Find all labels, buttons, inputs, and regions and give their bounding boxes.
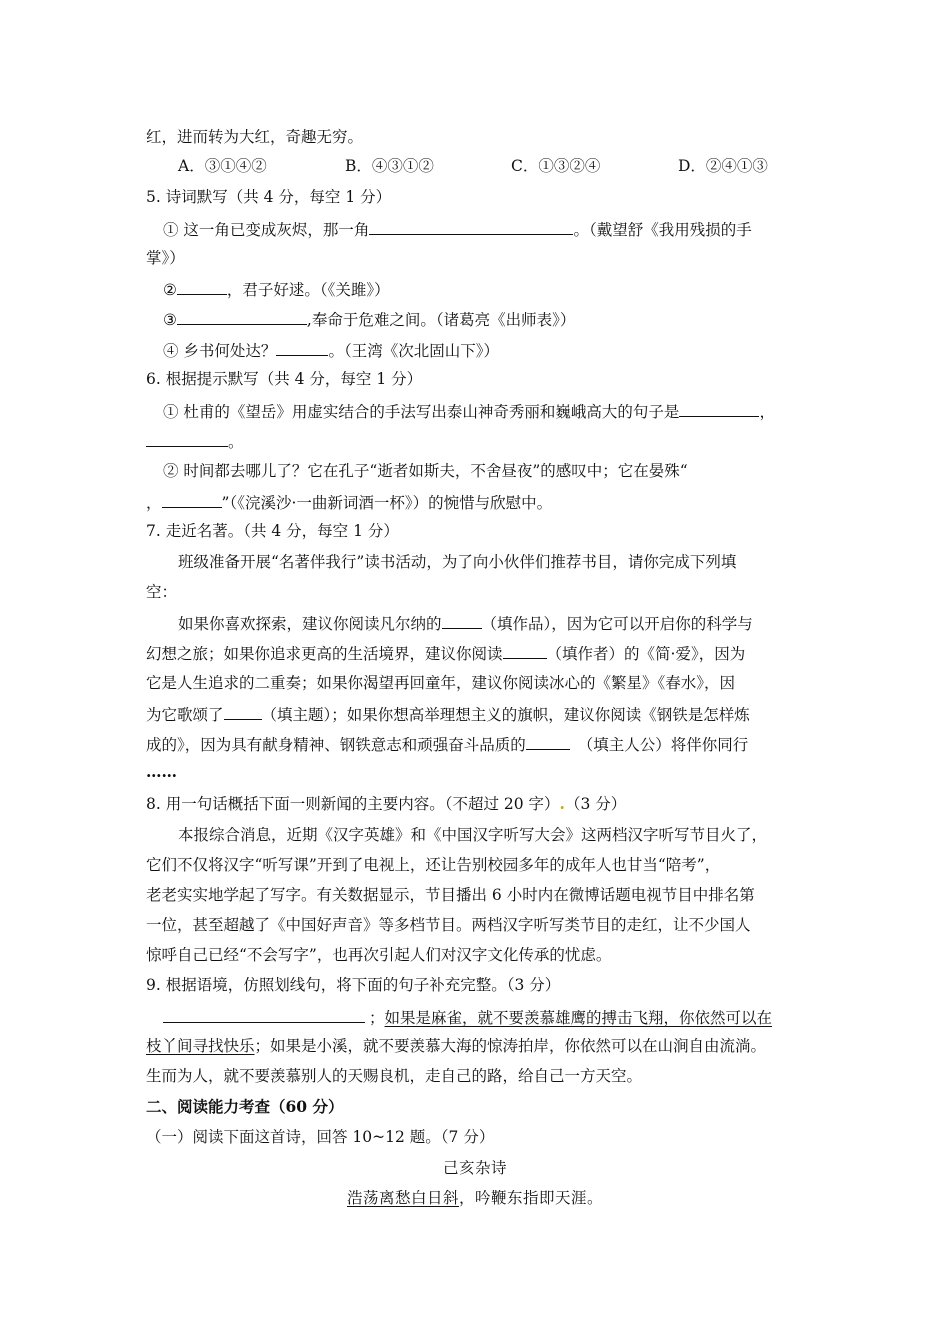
fill-blank[interactable] [679,400,759,417]
fill-blank[interactable] [163,1006,365,1023]
fill-blank[interactable] [146,430,228,447]
question-line: 掌》） [146,249,185,267]
marker-dot: . [559,794,565,813]
text-line: 红，进而转为大红，奇趣无穷。 [146,128,364,146]
text: ， [759,403,775,421]
question-line [163,308,575,330]
fill-blank[interactable] [162,491,222,508]
paragraph-line [178,612,753,634]
news-line: 它们不仅将汉字“听写课”开到了电视上，还让告别校园多年的成年人也甘当“陪考”， [146,856,721,874]
text: ， [146,494,162,512]
text: 。（王湾《次北固山下》） [328,342,499,360]
text: ① 这一角已变成灰烬，那一角 [163,221,370,239]
text: （填作品），因为它可以开启你的科学与 [481,615,753,633]
option-a: A．③①④② [178,157,267,175]
news-line: 惊呼自己已经“不会写字”，也再次引起人们对汉字文化传承的忧虑。 [146,946,612,964]
news-line: 本报综合消息，近期《汉字英雄》和《中国汉字听写大会》这两档汉字听写节目火了， [178,826,768,844]
question-line [163,218,752,240]
news-line: 一位，甚至超越了《中国好声音》等多档节目。两档汉字听写类节目的走红，让不少国人 [146,916,751,934]
section-heading: 二、阅读能力考查（60 分） [146,1097,344,1116]
fill-blank[interactable] [224,703,262,720]
question-line [163,1006,772,1028]
question-line [163,339,499,361]
question-line [163,278,390,300]
question-line [146,1036,766,1056]
fill-blank[interactable] [177,278,227,295]
question-6-heading: 6. 根据提示默写（共 4 分，每空 1 分） [146,370,423,388]
fill-blank[interactable] [369,218,573,235]
option-c: C．①③②④ [511,157,601,175]
question-line: 生而为人，就不要羡慕别人的天赐良机，走自己的路，给自己一方天空。 [146,1067,643,1085]
fill-blank[interactable] [442,612,482,629]
underlined-verse: 浩荡离愁白日斜 [346,1189,459,1207]
text: （填主题）；如果你想高举理想主义的旗帜，建议你阅读《钢铁是怎样炼 [261,706,750,724]
text: ，君子好逑。（《关雎》） [226,281,390,299]
ellipsis: …… [146,762,177,781]
underlined-sentence: 枝丫间寻找快乐 [146,1037,255,1055]
text: 。（戴望舒《我用残损的手 [573,221,752,239]
text: 为它歌颂了 [146,706,224,724]
fill-blank[interactable] [526,733,570,750]
underlined-sentence: 如果是麻雀，就不要羡慕雄鹰的搏击飞翔，你依然可以在 [384,1009,773,1027]
option-b: B．④③①② [345,157,434,175]
paragraph-line: 空： [146,583,178,601]
fill-blank[interactable] [177,308,307,325]
text: ； [369,1009,385,1027]
text: ③ [163,311,177,329]
question-9-heading: 9. 根据语境，仿照划线句，将下面的句子补充完整。（3 分） [146,976,561,994]
subsection-heading: （一）阅读下面这首诗，回答 10~12 题。（7 分） [146,1128,495,1146]
text: 。 [228,433,244,451]
question-7-heading: 7. 走近名著。（共 4 分，每空 1 分） [146,522,399,540]
text: ，吟鞭东指即天涯。 [459,1189,604,1207]
text: ① 杜甫的《望岳》用虚实结合的手法写出泰山神奇秀丽和巍峨高大的句子是 [163,403,680,421]
text: 如果你喜欢探索，建议你阅读凡尔纳的 [178,615,442,633]
text: ；如果是小溪，就不要羡慕大海的惊涛拍岸，你依然可以在山涧自由流淌。 [254,1037,767,1055]
text: ”（《浣溪沙·一曲新词酒一杯》）的惋惜与欣慰中。 [221,494,553,512]
text: ④ 乡书何处达？ [163,342,277,360]
question-5-heading: 5. 诗词默写（共 4 分，每空 1 分） [146,188,392,206]
paragraph-line: 班级准备开展“名著伴我行”读书活动，为了向小伙伴们推荐书目，请你完成下列填 [178,553,737,571]
poem-title: 己亥杂诗 [442,1159,507,1177]
paragraph-line [146,703,750,725]
news-line: 老老实实地学起了写字。有关数据显示，节目播出 6 小时内在微博话题电视节目中排名第 [146,886,755,904]
option-d: D．②④①③ [678,157,768,175]
paragraph-line [146,642,745,664]
question-8-heading [146,794,626,814]
text: （填主人公）将伴你同行 [577,736,749,754]
question-line [146,491,552,513]
text: ,奉命于危难之间。（诸葛亮《出师表》） [306,311,576,329]
text: ② [163,281,177,299]
paragraph-line [146,733,748,755]
question-line [146,430,244,452]
question-line: ② 时间都去哪儿了？它在孔子“逝者如斯夫，不舍昼夜”的感叹中；它在晏殊“ [163,462,688,480]
answer-options [178,156,798,176]
question-line [163,400,775,422]
text: （3 分） [564,795,627,813]
text: （填作者）的《简·爱》，因为 [546,645,746,663]
fill-blank[interactable] [503,642,547,659]
paragraph-line: 它是人生追求的二重奏；如果你渴望再回童年，建议你阅读冰心的《繁星》《春水》，因 [146,674,736,692]
poem-line [0,1188,950,1208]
text: 成的》，因为具有献身精神、钢铁意志和顽强奋斗品质的 [146,736,526,754]
text: 8. 用一句话概括下面一则新闻的主要内容。（不超过 20 字） [146,795,560,813]
text: 幻想之旅；如果你追求更高的生活境界，建议你阅读 [146,645,503,663]
fill-blank[interactable] [276,339,328,356]
